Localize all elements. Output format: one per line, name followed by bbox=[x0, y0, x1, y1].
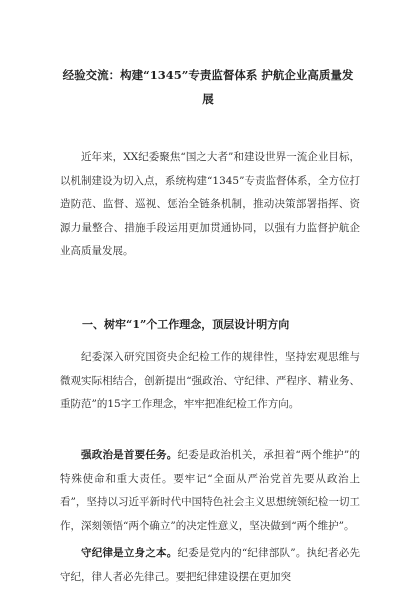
section-heading: 一、树牢“1”个工作理念，顶层设计明方向 bbox=[82, 318, 290, 331]
item-paragraph-discipline bbox=[60, 542, 360, 589]
item-text-discipline: 纪委是党内的“纪律部队”。执纪者必先守纪，律人者必先律己。要把纪律建设摆在更加突 bbox=[60, 547, 360, 583]
item-lead-politics: 强政治是首要任务。 bbox=[81, 449, 178, 461]
item-paragraph-politics bbox=[60, 444, 360, 538]
item-text-politics: 纪委是政治机关，承担着“两个维护”的特殊使命和重大责任。要牢记“全面从严治党首先要从政治上看”，坚持以习近平新时代中国特色社会主义思想统领纪检一切工作，深刻领悟“两个确立”的决定性意义，坚决做到“两个维护”。 bbox=[60, 449, 360, 532]
intro-paragraph: 近年来，XX纪委聚焦“国之大者”和建设世界一流企业目标，以机制建设为切入点，系统构建“1345”专责监督体系，全方位打造防范、监督、巡视、惩治全链条机制，推动决策部署指挥、资源力量整合、措施手段运用更加贯通协同，以强有力监督护航企业高质量发展。 bbox=[60, 151, 360, 257]
document-title: 经验交流：构建“1345”专责监督体系 护航企业高质量发展 bbox=[62, 68, 354, 106]
item-lead-discipline: 守纪律是立身之本。 bbox=[81, 547, 178, 559]
section-paragraph: 纪委深入研究国资央企纪检工作的规律性，坚持宏观思维与微观实际相结合，创新提出“强政治、守纪律、严程序、精业务、重防范”的15字工作理念，牢牢把准纪检工作方向。 bbox=[60, 351, 360, 410]
